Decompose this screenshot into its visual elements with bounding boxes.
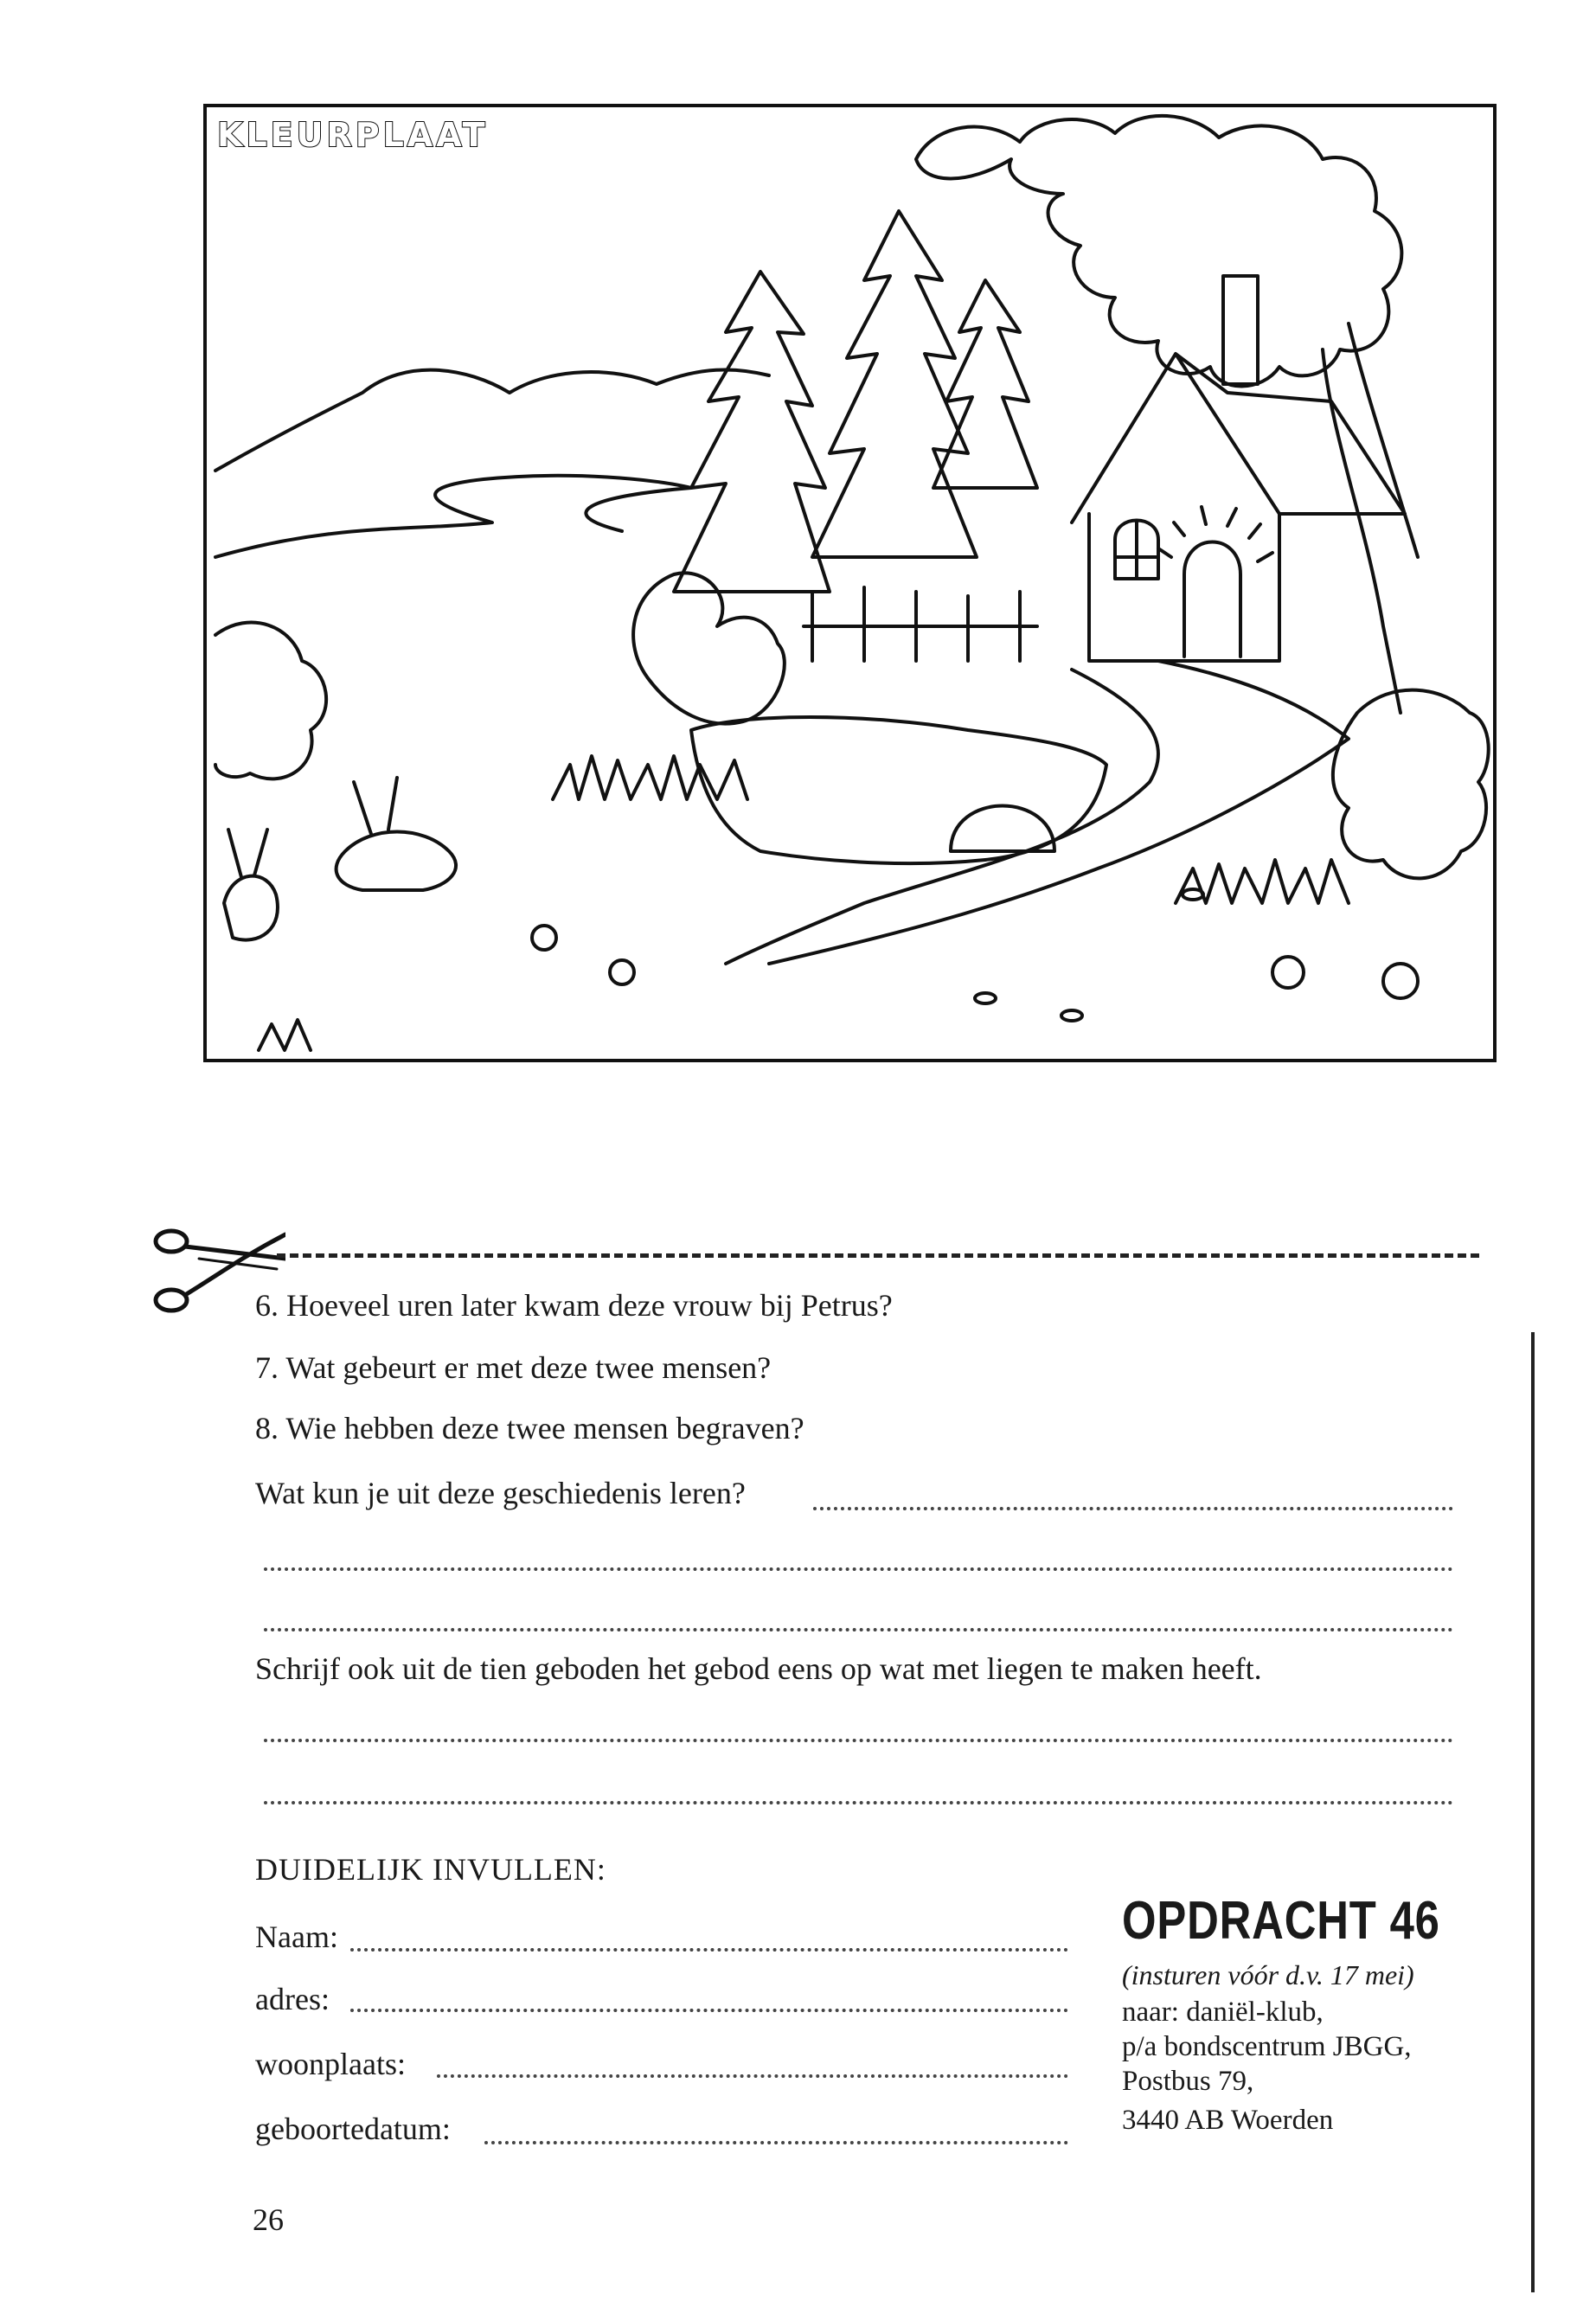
assignment-title: OPDRACHT 46 xyxy=(1122,1891,1440,1951)
tree-trunk xyxy=(1323,324,1418,713)
fence xyxy=(804,587,1037,661)
lesson-question: Wat kun je uit deze geschiedenis leren? xyxy=(255,1476,746,1510)
cut-dashed-line xyxy=(277,1253,1479,1258)
fir-tree-1 xyxy=(674,272,830,592)
flower-4 xyxy=(1383,964,1418,998)
chimney xyxy=(1223,276,1258,384)
name-field-label: Naam: xyxy=(255,1920,338,1954)
right-bush xyxy=(1333,690,1489,879)
tunnel-opening xyxy=(951,806,1054,852)
city-field-label: woonplaats: xyxy=(255,2047,406,2081)
rabbit-1 xyxy=(337,778,456,890)
squirrel xyxy=(633,573,785,723)
city-input-line[interactable] xyxy=(437,2074,1068,2078)
cottage-window xyxy=(1115,521,1158,580)
name-input-line[interactable] xyxy=(350,1948,1068,1952)
question-7: 7. Wat gebeurt er met deze twee mensen? xyxy=(255,1350,772,1385)
answer-line[interactable] xyxy=(264,1739,1453,1742)
answer-line[interactable] xyxy=(264,1567,1453,1571)
question-8: 8. Wie hebben deze twee mensen begraven? xyxy=(255,1411,804,1445)
address-line: 3440 AB Woerden xyxy=(1122,2105,1334,2136)
question-6: 6. Hoeveel uren later kwam deze vrouw bij Petrus? xyxy=(255,1288,893,1323)
pebble-2 xyxy=(975,993,996,1003)
birthdate-field-label: geboortedatum: xyxy=(255,2112,451,2146)
left-bush xyxy=(215,623,326,779)
commandment-question: Schrijf ook uit de tien geboden het gebod eens op wat met liegen te maken heeft. xyxy=(255,1651,1262,1686)
answer-line[interactable] xyxy=(264,1801,1453,1804)
answer-line[interactable] xyxy=(264,1628,1453,1631)
coloring-page-title: KLEURPLAAT xyxy=(217,116,489,154)
flower-3 xyxy=(1272,957,1304,988)
assignment-deadline: (insturen vóór d.v. 17 mei) xyxy=(1122,1959,1414,1990)
address-line: Postbus 79, xyxy=(1122,2066,1254,2097)
address-line: naar: daniël-klub, xyxy=(1122,1997,1324,2028)
cottage-door xyxy=(1184,542,1240,657)
fir-tree-3 xyxy=(933,280,1037,488)
rock-ledge xyxy=(691,717,1106,863)
coloring-page-frame xyxy=(203,104,1497,1062)
fir-tree-2 xyxy=(812,211,977,557)
rabbit-2 xyxy=(224,830,278,940)
form-heading: DUIDELIJK INVULLEN: xyxy=(255,1852,606,1887)
birthdate-input-line[interactable] xyxy=(484,2141,1068,2144)
flower-1 xyxy=(532,926,556,950)
river xyxy=(215,476,691,557)
grass xyxy=(259,756,1349,1050)
page-number: 26 xyxy=(253,2202,284,2237)
coloring-illustration xyxy=(207,107,1493,1059)
page-edge-line xyxy=(1531,1332,1535,2292)
answer-line[interactable] xyxy=(813,1507,1453,1510)
address-input-line[interactable] xyxy=(350,2009,1068,2012)
door-arch-stones xyxy=(1158,507,1272,561)
flower-2 xyxy=(610,960,634,984)
garden-path xyxy=(769,661,1349,964)
far-hills xyxy=(215,369,769,471)
address-field-label: adres: xyxy=(255,1982,330,2016)
tree-canopy xyxy=(916,116,1401,387)
address-line: p/a bondscentrum JBGG, xyxy=(1122,2031,1412,2062)
pebble-3 xyxy=(1061,1010,1082,1021)
pebble-1 xyxy=(1183,889,1203,900)
